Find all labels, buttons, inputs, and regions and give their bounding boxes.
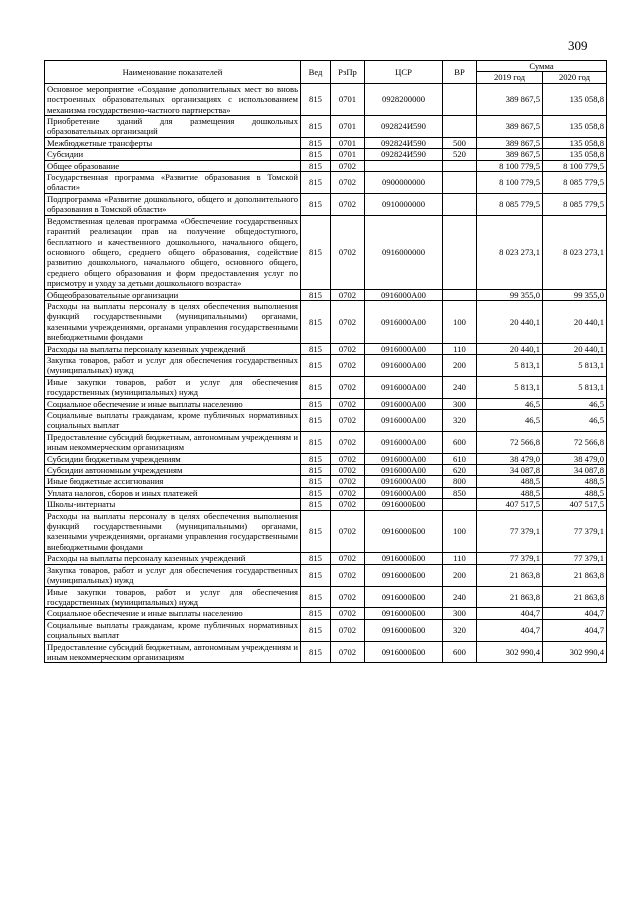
cell-csr: 0916000А00 [365,431,443,453]
cell-sum-2020: 302 990,4 [543,641,607,663]
table-row [45,149,607,160]
cell-vr: 800 [443,476,477,487]
cell-csr: 092824И590 [365,116,443,138]
cell-rzpr: 0702 [331,193,365,215]
cell-rzpr: 0702 [331,453,365,464]
cell-csr: 0916000А00 [365,476,443,487]
table-row [45,510,607,553]
cell-sum-2020: 72 566,8 [543,431,607,453]
cell-csr: 0916000000 [365,215,443,289]
cell-sum-2019: 404,7 [477,619,543,641]
cell-vr: 200 [443,354,477,376]
cell-vr: 320 [443,410,477,432]
table-body [45,83,607,663]
cell-vr [443,160,477,171]
cell-csr: 0916000Б00 [365,564,443,586]
cell-vr: 520 [443,149,477,160]
cell-sum-2019: 8 100 779,5 [477,172,543,194]
cell-ved: 815 [301,431,331,453]
table-row [45,137,607,148]
cell-vr [443,499,477,510]
cell-vr [443,193,477,215]
cell-sum-2019: 302 990,4 [477,641,543,663]
cell-ved: 815 [301,215,331,289]
cell-name: Межбюджетные трансферты [45,137,301,148]
cell-ved: 815 [301,398,331,409]
cell-ved: 815 [301,453,331,464]
cell-name: Социальное обеспечение и иные выплаты населению [45,608,301,619]
cell-vr: 620 [443,465,477,476]
cell-rzpr: 0702 [331,354,365,376]
cell-ved: 815 [301,289,331,300]
header-csr: ЦСР [365,61,443,84]
cell-sum-2019: 8 100 779,5 [477,160,543,171]
cell-sum-2020: 5 813,1 [543,376,607,398]
cell-ved: 815 [301,300,331,343]
cell-rzpr: 0702 [331,487,365,498]
cell-sum-2020: 21 863,8 [543,586,607,608]
cell-vr: 600 [443,641,477,663]
cell-ved: 815 [301,149,331,160]
cell-sum-2020: 135 058,8 [543,83,607,115]
cell-sum-2019: 389 867,5 [477,83,543,115]
cell-sum-2019: 407 517,5 [477,499,543,510]
cell-ved: 815 [301,83,331,115]
header-2020: 2020 год [543,72,607,83]
cell-csr: 0916000Б00 [365,586,443,608]
cell-sum-2019: 8 023 273,1 [477,215,543,289]
cell-csr: 092824И590 [365,149,443,160]
cell-rzpr: 0702 [331,398,365,409]
cell-rzpr: 0702 [331,160,365,171]
cell-sum-2019: 72 566,8 [477,431,543,453]
cell-sum-2019: 99 355,0 [477,289,543,300]
table-row [45,619,607,641]
cell-rzpr: 0702 [331,553,365,564]
cell-vr [443,289,477,300]
cell-ved: 815 [301,160,331,171]
cell-vr: 610 [443,453,477,464]
cell-sum-2019: 488,5 [477,487,543,498]
cell-ved: 815 [301,487,331,498]
cell-rzpr: 0702 [331,608,365,619]
cell-sum-2020: 46,5 [543,410,607,432]
header-ved: Вед [301,61,331,84]
cell-vr: 100 [443,510,477,553]
cell-csr: 0916000Б00 [365,608,443,619]
cell-name: Расходы на выплаты персоналу в целях обеспечения выполнения функций государственными (муниципальными) органами, казенными учреждениями, органами управления государственными внебюджетными фондами [45,300,301,343]
cell-csr: 0916000А00 [365,398,443,409]
cell-name: Школы-интернаты [45,499,301,510]
cell-sum-2019: 46,5 [477,398,543,409]
cell-sum-2019: 488,5 [477,476,543,487]
cell-ved: 815 [301,641,331,663]
cell-sum-2020: 20 440,1 [543,300,607,343]
cell-csr: 0916000А00 [365,465,443,476]
cell-vr [443,172,477,194]
table-row [45,83,607,115]
cell-csr: 0916000Б00 [365,553,443,564]
cell-rzpr: 0701 [331,116,365,138]
cell-name: Иные закупки товаров, работ и услуг для обеспечения государственных (муниципальных) нужд [45,376,301,398]
header-row [45,61,607,72]
table-row [45,343,607,354]
cell-csr: 0916000А00 [365,289,443,300]
cell-name: Социальные выплаты гражданам, кроме публичных нормативных социальных выплат [45,410,301,432]
cell-name: Социальное обеспечение и иные выплаты населению [45,398,301,409]
cell-sum-2019: 389 867,5 [477,137,543,148]
table-row [45,586,607,608]
cell-sum-2019: 21 863,8 [477,586,543,608]
cell-rzpr: 0702 [331,641,365,663]
cell-sum-2019: 8 085 779,5 [477,193,543,215]
cell-name: Уплата налогов, сборов и иных платежей [45,487,301,498]
cell-ved: 815 [301,410,331,432]
cell-name: Иные бюджетные ассигнования [45,476,301,487]
cell-sum-2020: 135 058,8 [543,137,607,148]
cell-csr [365,160,443,171]
cell-sum-2020: 135 058,8 [543,149,607,160]
cell-name: Закупка товаров, работ и услуг для обеспечения государственных (муниципальных) нужд [45,354,301,376]
cell-sum-2019: 21 863,8 [477,564,543,586]
cell-rzpr: 0701 [331,149,365,160]
table-row [45,193,607,215]
cell-ved: 815 [301,510,331,553]
cell-rzpr: 0701 [331,137,365,148]
cell-rzpr: 0702 [331,376,365,398]
header-sum: Сумма [477,61,607,72]
cell-rzpr: 0702 [331,465,365,476]
cell-csr: 0916000Б00 [365,641,443,663]
cell-sum-2019: 5 813,1 [477,354,543,376]
table-row [45,172,607,194]
table-row [45,564,607,586]
cell-sum-2020: 8 023 273,1 [543,215,607,289]
cell-name: Общее образование [45,160,301,171]
cell-name: Подпрограмма «Развитие дошкольного, общего и дополнительного образования в Томской области» [45,193,301,215]
cell-vr: 300 [443,398,477,409]
cell-name: Общеобразовательные организации [45,289,301,300]
table-row [45,465,607,476]
cell-rzpr: 0702 [331,431,365,453]
cell-name: Расходы на выплаты персоналу в целях обеспечения выполнения функций государственными (муниципальными) органами, казенными учреждениями, органами управления государственными внебюджетными фондами [45,510,301,553]
cell-sum-2020: 34 087,8 [543,465,607,476]
table-row [45,376,607,398]
cell-name: Приобретение зданий для размещения дошкольных образовательных организаций [45,116,301,138]
cell-rzpr: 0702 [331,499,365,510]
table-row [45,608,607,619]
cell-csr: 0928200000 [365,83,443,115]
table-row [45,410,607,432]
cell-rzpr: 0702 [331,343,365,354]
cell-sum-2019: 20 440,1 [477,300,543,343]
cell-rzpr: 0702 [331,586,365,608]
cell-sum-2019: 20 440,1 [477,343,543,354]
cell-sum-2019: 5 813,1 [477,376,543,398]
table-row [45,160,607,171]
table-row [45,499,607,510]
cell-sum-2020: 46,5 [543,398,607,409]
cell-csr: 0900000000 [365,172,443,194]
cell-ved: 815 [301,608,331,619]
cell-vr: 200 [443,564,477,586]
table-row [45,553,607,564]
header-rzpr: РзПр [331,61,365,84]
table-row [45,476,607,487]
cell-sum-2020: 404,7 [543,608,607,619]
cell-sum-2020: 8 100 779,5 [543,160,607,171]
cell-name: Ведомственная целевая программа «Обеспечение государственных гарантий реализации прав на получение общедоступного, бесплатного и качественного дошкольного, начального общего, основного общего, среднего общего образования, содействие развитию дошкольного, начального общего, основного общего, среднего общего образования и форм предоставления услуг по присмотру и уходу за детьми дошкольного возраста» [45,215,301,289]
cell-rzpr: 0702 [331,510,365,553]
cell-sum-2020: 99 355,0 [543,289,607,300]
cell-sum-2019: 77 379,1 [477,510,543,553]
header-vr: ВР [443,61,477,84]
cell-name: Субсидии [45,149,301,160]
cell-csr: 0916000А00 [365,300,443,343]
cell-sum-2020: 407 517,5 [543,499,607,510]
cell-sum-2019: 77 379,1 [477,553,543,564]
cell-vr: 600 [443,431,477,453]
table-row [45,300,607,343]
cell-vr: 500 [443,137,477,148]
cell-rzpr: 0702 [331,172,365,194]
cell-csr: 0916000А00 [365,354,443,376]
cell-sum-2019: 389 867,5 [477,149,543,160]
cell-sum-2020: 404,7 [543,619,607,641]
cell-sum-2020: 77 379,1 [543,510,607,553]
cell-csr: 0916000А00 [365,487,443,498]
cell-rzpr: 0702 [331,564,365,586]
cell-rzpr: 0701 [331,83,365,115]
cell-sum-2020: 8 085 779,5 [543,172,607,194]
table-row [45,116,607,138]
header-name: Наименование показателей [45,61,301,84]
cell-sum-2020: 5 813,1 [543,354,607,376]
cell-ved: 815 [301,116,331,138]
cell-name: Иные закупки товаров, работ и услуг для обеспечения государственных (муниципальных) нужд [45,586,301,608]
cell-name: Государственная программа «Развитие образования в Томской области» [45,172,301,194]
cell-ved: 815 [301,354,331,376]
budget-table [44,60,607,663]
cell-csr: 0916000А00 [365,376,443,398]
table-row [45,431,607,453]
cell-rzpr: 0702 [331,300,365,343]
cell-name: Расходы на выплаты персоналу казенных учреждений [45,343,301,354]
cell-name: Расходы на выплаты персоналу казенных учреждений [45,553,301,564]
cell-csr: 0916000А00 [365,343,443,354]
cell-name: Субсидии автономным учреждениям [45,465,301,476]
cell-ved: 815 [301,476,331,487]
cell-vr: 110 [443,343,477,354]
table-row [45,354,607,376]
cell-name: Предоставление субсидий бюджетным, автономным учреждениям и иным некоммерческим организациям [45,431,301,453]
cell-vr: 100 [443,300,477,343]
table-row [45,487,607,498]
cell-rzpr: 0702 [331,476,365,487]
cell-ved: 815 [301,499,331,510]
cell-ved: 815 [301,586,331,608]
cell-vr: 110 [443,553,477,564]
cell-vr: 850 [443,487,477,498]
cell-vr: 300 [443,608,477,619]
cell-name: Субсидии бюджетным учреждениям [45,453,301,464]
cell-vr: 240 [443,376,477,398]
cell-ved: 815 [301,465,331,476]
cell-vr [443,116,477,138]
table-row [45,453,607,464]
cell-csr: 0916000Б00 [365,510,443,553]
cell-vr: 320 [443,619,477,641]
cell-sum-2020: 38 479,0 [543,453,607,464]
cell-vr [443,83,477,115]
cell-sum-2020: 77 379,1 [543,553,607,564]
cell-csr: 0916000А00 [365,410,443,432]
cell-csr: 092824И590 [365,137,443,148]
header-2019: 2019 год [477,72,543,83]
cell-ved: 815 [301,137,331,148]
cell-rzpr: 0702 [331,619,365,641]
cell-csr: 0916000Б00 [365,499,443,510]
cell-rzpr: 0702 [331,410,365,432]
cell-ved: 815 [301,172,331,194]
cell-ved: 815 [301,619,331,641]
cell-sum-2020: 8 085 779,5 [543,193,607,215]
cell-rzpr: 0702 [331,289,365,300]
cell-vr [443,215,477,289]
cell-name: Предоставление субсидий бюджетным, автономным учреждениям и иным некоммерческим организациям [45,641,301,663]
cell-vr: 240 [443,586,477,608]
cell-ved: 815 [301,193,331,215]
cell-sum-2020: 20 440,1 [543,343,607,354]
table-row [45,398,607,409]
cell-csr: 0910000000 [365,193,443,215]
table-row [45,289,607,300]
cell-rzpr: 0702 [331,215,365,289]
cell-ved: 815 [301,553,331,564]
cell-sum-2020: 488,5 [543,487,607,498]
cell-ved: 815 [301,564,331,586]
cell-name: Социальные выплаты гражданам, кроме публичных нормативных социальных выплат [45,619,301,641]
cell-ved: 815 [301,376,331,398]
cell-sum-2019: 38 479,0 [477,453,543,464]
cell-sum-2019: 34 087,8 [477,465,543,476]
cell-sum-2020: 135 058,8 [543,116,607,138]
page-number: 309 [568,38,588,53]
cell-csr: 0916000Б00 [365,619,443,641]
cell-name: Основное мероприятие «Создание дополнительных мест во вновь построенных образовательных организациях с использованием механизма государственно-частного партнерства» [45,83,301,115]
cell-sum-2019: 404,7 [477,608,543,619]
table-row [45,215,607,289]
cell-sum-2020: 21 863,8 [543,564,607,586]
cell-ved: 815 [301,343,331,354]
cell-sum-2020: 488,5 [543,476,607,487]
table-row [45,641,607,663]
cell-sum-2019: 389 867,5 [477,116,543,138]
cell-csr: 0916000А00 [365,453,443,464]
cell-sum-2019: 46,5 [477,410,543,432]
cell-name: Закупка товаров, работ и услуг для обеспечения государственных (муниципальных) нужд [45,564,301,586]
